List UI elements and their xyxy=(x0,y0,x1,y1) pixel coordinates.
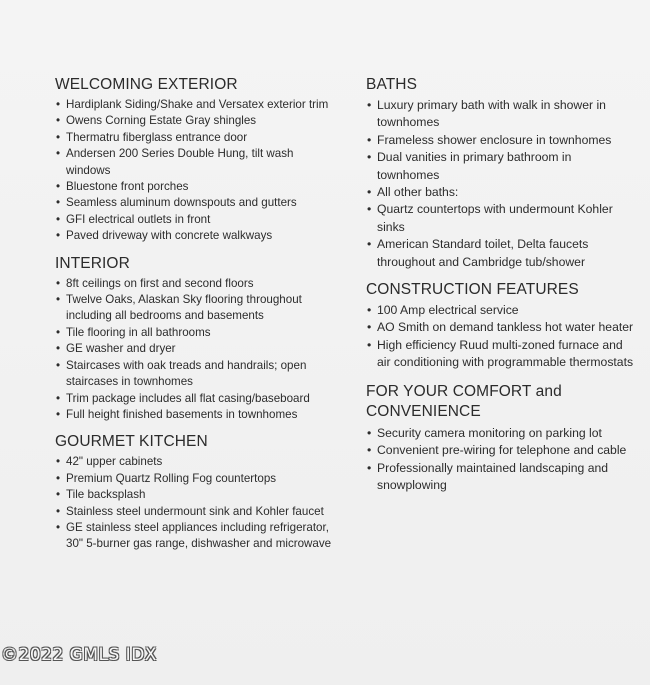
bullet-icon: • xyxy=(56,130,61,144)
bullet-icon: • xyxy=(56,471,61,485)
item-text: Paved driveway with concrete walkways xyxy=(66,229,273,243)
bullet-icon: • xyxy=(56,229,61,243)
bullet-icon: • xyxy=(367,303,372,318)
list-item xyxy=(55,454,340,470)
list-item xyxy=(366,97,636,132)
section-title: CONSTRUCTION FEATURES xyxy=(366,281,579,299)
item-text: Luxury primary bath with walk in shower in townhomes xyxy=(377,98,606,130)
item-text: Thermatru fiberglass entrance door xyxy=(66,130,248,144)
bullet-icon: • xyxy=(56,196,61,210)
feature-list xyxy=(55,454,340,552)
item-text: GE stainless steel appliances including refrigerator, 30" 5-burner gas range, dishwasher and microwave xyxy=(66,520,332,551)
bullet-icon: • xyxy=(367,237,372,252)
bullet-icon: • xyxy=(367,337,372,352)
list-item xyxy=(55,471,340,487)
bullet-icon: • xyxy=(56,276,61,290)
bullet-icon: • xyxy=(56,212,61,226)
bullet-icon: • xyxy=(56,114,61,128)
bullet-icon: • xyxy=(56,342,61,356)
feature-list xyxy=(366,302,636,372)
list-item xyxy=(55,179,340,195)
list-item xyxy=(55,228,340,244)
bullet-icon: • xyxy=(367,150,372,165)
list-item xyxy=(55,341,340,357)
section-welcoming-exterior xyxy=(55,76,340,245)
list-item xyxy=(366,302,636,319)
list-item xyxy=(55,113,340,129)
item-text: Security camera monitoring on parking lot xyxy=(377,425,602,440)
list-item xyxy=(366,149,636,184)
section-title xyxy=(366,382,636,422)
item-text: Professionally maintained landscaping and snowplowing xyxy=(377,460,609,492)
bullet-icon: • xyxy=(367,320,372,335)
section-baths xyxy=(366,76,636,271)
item-text: GE washer and dryer xyxy=(66,342,176,356)
item-text: Full height finished basements in townhomes xyxy=(66,407,298,421)
item-text: 8ft ceilings on first and second floors xyxy=(66,276,254,290)
list-item xyxy=(366,319,636,336)
list-item xyxy=(366,201,636,236)
list-item xyxy=(55,97,340,113)
list-item xyxy=(366,132,636,149)
copyright-watermark: ©2022 GMLS IDX xyxy=(1,645,157,665)
item-text: Andersen 200 Series Double Hung, tilt wash windows xyxy=(66,147,294,177)
item-text: Owens Corning Estate Gray shingles xyxy=(66,114,257,128)
item-text: American Standard toilet, Delta faucets throughout and Cambridge tub/shower xyxy=(377,237,589,269)
section-gourmet-kitchen xyxy=(55,433,340,552)
feature-list xyxy=(366,425,636,495)
section-interior xyxy=(55,255,340,424)
bullet-icon: • xyxy=(56,504,61,518)
item-text: Frameless shower enclosure in townhomes xyxy=(377,132,612,147)
bullet-icon: • xyxy=(56,180,61,194)
feature-list xyxy=(55,97,340,245)
feature-list xyxy=(366,97,636,271)
list-item xyxy=(55,487,340,503)
bullet-icon: • xyxy=(56,407,61,421)
item-text: Dual vanities in primary bathroom in townhomes xyxy=(377,150,572,182)
item-text: 100 Amp electrical service xyxy=(377,303,519,318)
section-title-line: CONVENIENCE xyxy=(366,402,481,420)
section-comfort-convenience xyxy=(366,382,636,495)
list-item xyxy=(366,425,636,442)
item-text: All other baths: xyxy=(377,185,459,200)
bullet-icon: • xyxy=(367,460,372,475)
item-text: 42" upper cabinets xyxy=(66,455,163,469)
list-item xyxy=(55,195,340,211)
list-item xyxy=(55,358,340,391)
list-item xyxy=(55,391,340,407)
section-title-line: FOR YOUR COMFORT and xyxy=(366,382,562,400)
left-column xyxy=(55,76,340,563)
item-text: Tile flooring in all bathrooms xyxy=(66,325,211,339)
item-text: Staircases with oak treads and handrails; open staircases in townhomes xyxy=(66,358,307,389)
section-construction-features xyxy=(366,281,636,372)
list-item xyxy=(55,212,340,228)
item-text: Quartz countertops with undermount Kohler sinks xyxy=(377,202,613,234)
bullet-icon: • xyxy=(367,443,372,458)
section-title: GOURMET KITCHEN xyxy=(55,433,208,451)
bullet-icon: • xyxy=(56,325,61,339)
bullet-icon: • xyxy=(367,425,372,440)
list-item xyxy=(55,146,340,179)
item-text: Bluestone front porches xyxy=(66,180,189,194)
item-text: Stainless steel undermount sink and Kohler faucet xyxy=(66,504,324,518)
list-item xyxy=(366,184,636,201)
item-text: Twelve Oaks, Alaskan Sky flooring throughout including all bedrooms and basements xyxy=(66,293,302,323)
section-title: WELCOMING EXTERIOR xyxy=(55,76,238,93)
list-item xyxy=(55,130,340,146)
bullet-icon: • xyxy=(56,147,61,161)
item-text: Trim package includes all flat casing/baseboard xyxy=(66,391,310,405)
item-text: Convenient pre-wiring for telephone and cable xyxy=(377,443,627,458)
section-title: BATHS xyxy=(366,76,418,93)
item-text: High efficiency Ruud multi-zoned furnace and air conditioning with programmable thermostats xyxy=(377,337,634,370)
section-title: INTERIOR xyxy=(55,254,130,272)
right-column xyxy=(366,76,636,504)
list-item xyxy=(55,407,340,423)
bullet-icon: • xyxy=(367,185,372,200)
list-item xyxy=(55,504,340,520)
bullet-icon: • xyxy=(367,132,372,147)
bullet-icon: • xyxy=(56,455,61,469)
list-item xyxy=(55,325,340,341)
bullet-icon: • xyxy=(56,98,61,111)
item-text: GFI electrical outlets in front xyxy=(66,212,211,226)
bullet-icon: • xyxy=(56,293,61,307)
list-item xyxy=(366,442,636,459)
item-text: Tile backsplash xyxy=(66,488,146,502)
item-text: Seamless aluminum downspouts and gutters xyxy=(66,196,297,210)
bullet-icon: • xyxy=(56,488,61,502)
bullet-icon: • xyxy=(367,98,372,112)
item-text: Premium Quartz Rolling Fog countertops xyxy=(66,471,277,485)
bullet-icon: • xyxy=(56,358,61,372)
list-item xyxy=(366,236,636,271)
bullet-icon: • xyxy=(56,520,61,534)
feature-list xyxy=(55,276,340,424)
bullet-icon: • xyxy=(56,391,61,405)
list-item xyxy=(55,292,340,325)
bullet-icon: • xyxy=(367,202,372,217)
item-text: AO Smith on demand tankless hot water heater xyxy=(377,320,634,335)
list-item xyxy=(366,337,636,372)
item-text: Hardiplank Siding/Shake and Versatex exterior trim xyxy=(66,98,329,111)
list-item xyxy=(55,276,340,292)
list-item xyxy=(55,520,340,553)
list-item xyxy=(366,460,636,495)
